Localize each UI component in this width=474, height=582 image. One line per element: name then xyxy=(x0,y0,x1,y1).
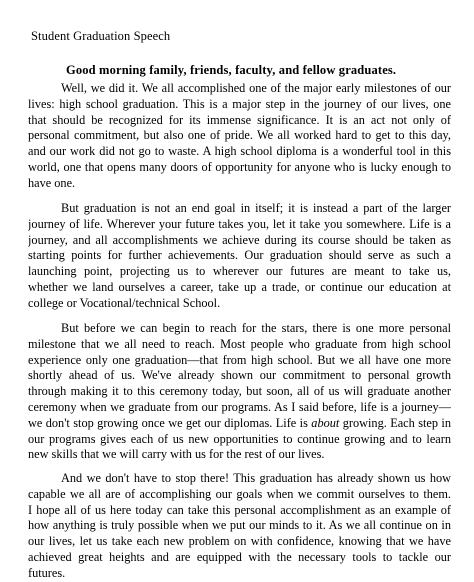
speech-line: world, one that opens many doors of opportunity for anyone who is lucky enough to xyxy=(28,159,451,174)
speech-line: starting points for further achievements. Our graduation should serve as such a xyxy=(28,248,451,263)
speech-line: shortly ahead of us. We've already shown our commitment to personal growth xyxy=(28,368,451,383)
speech-paragraph xyxy=(28,201,451,312)
speech-line: and our work did not go to waste. A high school diploma is a wonderful tool in this xyxy=(28,144,451,159)
speech-line: And we don't have to stop there! This graduation has already shown us how xyxy=(61,471,451,485)
speech-paragraph xyxy=(28,81,451,192)
speech-line: new skills that we will carry with us for the rest of our lives. xyxy=(28,447,325,462)
speech-line: whether we land ourselves a career, take up a trade, or continue our education at xyxy=(28,279,451,294)
speech-line: But graduation is not an end goal in itself; it is instead a part of the larger xyxy=(61,201,451,215)
speech-line: we don't stop growing once we get our diplomas. Life is about growing. Each step in xyxy=(28,415,451,430)
speech-line: I hope all of us here today can take this personal accomplishment as an example of xyxy=(28,502,451,517)
speech-line: Well, we did it. We all accomplished one of the major early milestones of our xyxy=(61,81,451,95)
speech-line: milestone that we all need to reach. Most people who graduate from high school xyxy=(28,336,451,351)
speech-line: have one. xyxy=(28,175,76,190)
speech-line: experience only one graduation—that from high school. But we all have one more xyxy=(28,352,451,367)
speech-line: lives: high school graduation. This is a major step in the journey of our lives, one xyxy=(28,96,451,111)
speech-line: journey, and all accomplishments we achieve during its course should be taken as xyxy=(28,232,451,247)
speech-line: personal commitment, but also one of pride. We all worked hard to get to this day, xyxy=(28,128,451,143)
speech-paragraph xyxy=(28,471,451,582)
speech-line: through making it to this ceremony today, but soon, all of us will graduate another xyxy=(28,384,451,399)
speech-greeting: Good morning family, friends, faculty, and fellow graduates. xyxy=(66,63,397,77)
speech-line: capable we all are of accomplishing our goals when we commit ourselves to them. xyxy=(28,486,451,501)
speech-line: college or Vocational/technical School. xyxy=(28,295,221,310)
speech-line: how anything is truly possible when we put our minds to it. As we all continue on in xyxy=(28,518,451,533)
speech-line: ceremony when we graduate from our programs. As I said before, life is a journey— xyxy=(28,399,451,414)
speech-line: But before we can begin to reach for the stars, there is one more personal xyxy=(61,321,451,335)
document-title: Student Graduation Speech xyxy=(31,29,171,43)
speech-paragraph xyxy=(28,321,451,463)
speech-line: achieved great heights and are equipped with the necessary tools to tackle our xyxy=(28,549,451,564)
emphasized-word: about xyxy=(311,415,340,430)
speech-line: our lives, let us take each new problem on with confidence, knowing that we have xyxy=(28,534,451,549)
speech-line: our programs gives each of us new opportunities to continue growing and to learn xyxy=(28,431,451,446)
speech-line: that should be recognized for its immense significance. It is an act not only of xyxy=(28,112,451,127)
speech-line: launching point, projecting us to wherever our futures are meant to take us, xyxy=(28,264,451,279)
speech-line: futures. xyxy=(28,565,66,580)
speech-line: journey of life. Wherever your future takes you, let it take you somewhere. Life is a xyxy=(28,216,451,231)
